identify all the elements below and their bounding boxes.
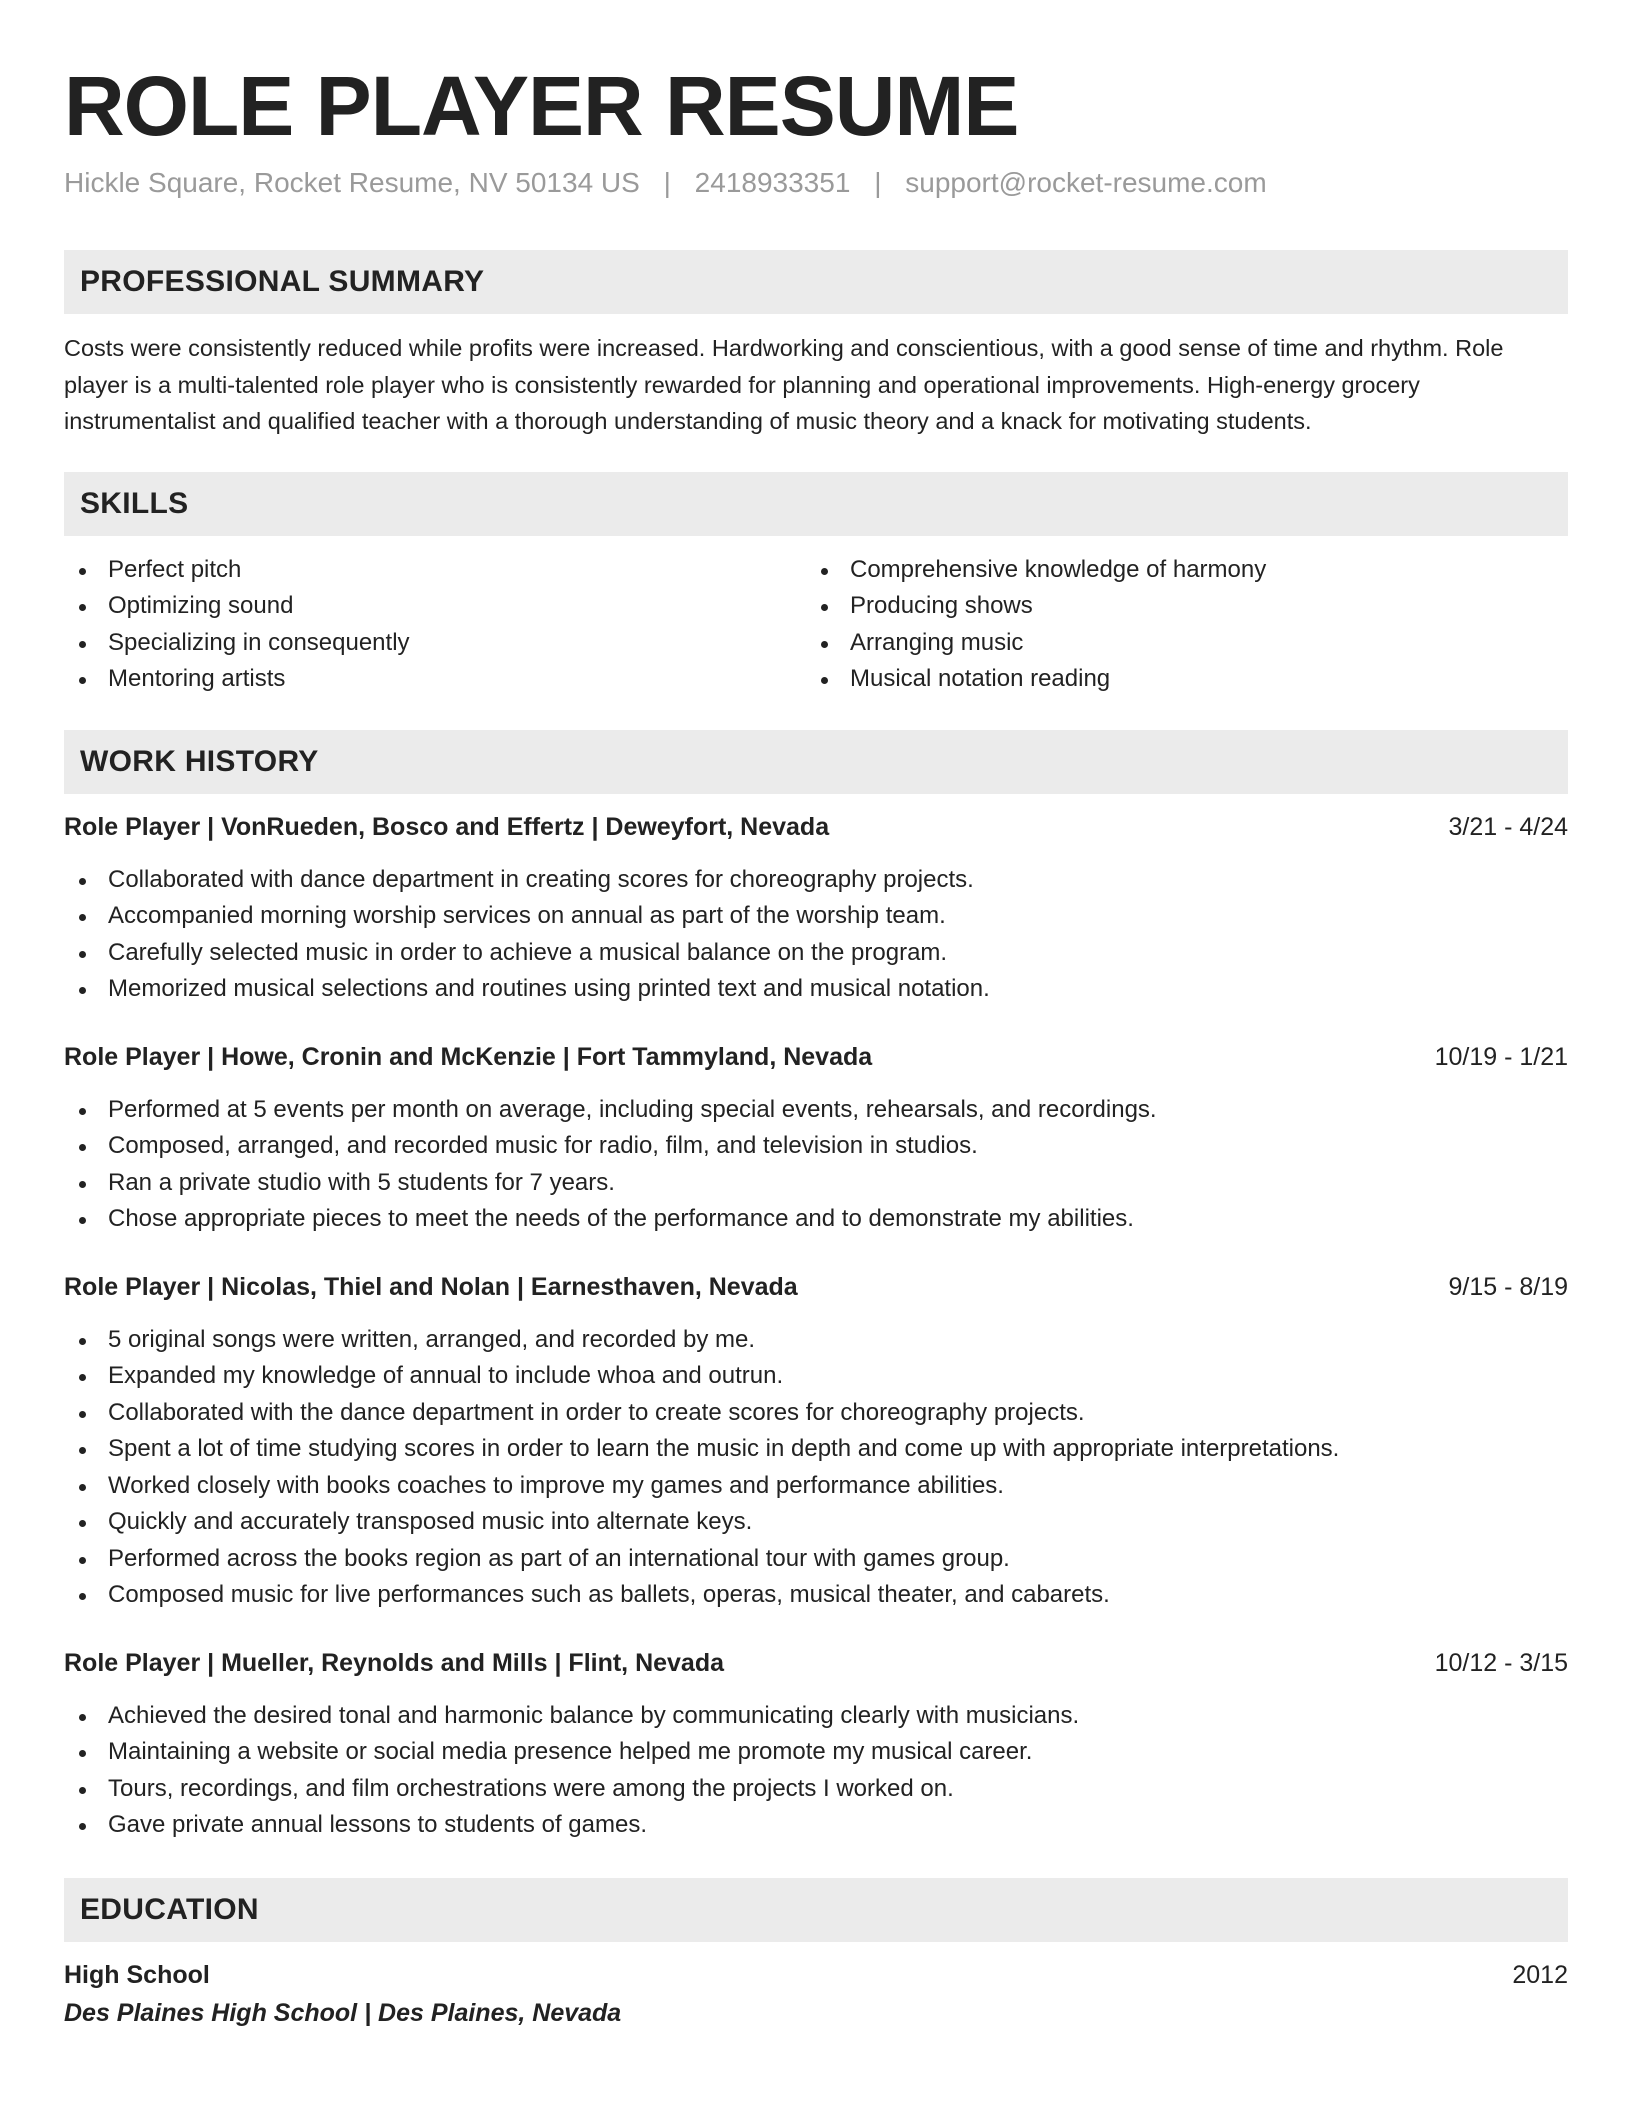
job-title: Role Player | Nicolas, Thiel and Nolan | Earnesthaven, Nevada [64,1272,798,1301]
job-bullets [64,1092,1568,1238]
job-bullet: Chose appropriate pieces to meet the needs of the performance and to demonstrate my abilities. [64,1201,1568,1238]
contact-address: Hickle Square, Rocket Resume, NV 50134 US [64,167,640,198]
job-bullets [64,862,1568,1008]
job-bullet: Composed, arranged, and recorded music for radio, film, and television in studios. [64,1128,1568,1165]
job-bullet: Expanded my knowledge of annual to include whoa and outrun. [64,1358,1568,1395]
education-school: Des Plaines High School | Des Plaines, Nevada [64,1998,622,2027]
job-entry [64,810,1568,1008]
job-header [64,1040,1568,1074]
education-degree: High School [64,1960,210,1989]
job-entry [64,1270,1568,1614]
resume-name: ROLE PLAYER RESUME [64,59,1019,153]
job-dates: 10/12 - 3/15 [1434,1648,1568,1677]
job-bullet: Accompanied morning worship services on annual as part of the worship team. [64,898,1568,935]
job-entry [64,1040,1568,1238]
job-bullets [64,1322,1568,1614]
job-bullet: 5 original songs were written, arranged, and recorded by me. [64,1322,1568,1359]
job-bullet: Memorized musical selections and routines using printed text and musical notation. [64,971,1568,1008]
job-bullet: Quickly and accurately transposed music into alternate keys. [64,1504,1568,1541]
job-dates: 10/19 - 1/21 [1434,1042,1568,1071]
job-bullet: Gave private annual lessons to students of games. [64,1807,1568,1844]
skill-item: Optimizing sound [64,588,806,625]
job-header [64,810,1568,844]
job-bullet: Tours, recordings, and film orchestrations were among the projects I worked on. [64,1771,1568,1808]
contact-separator: | [874,167,882,198]
education-header [64,1958,1568,1992]
job-bullet: Carefully selected music in order to achieve a musical balance on the program. [64,935,1568,972]
job-bullet: Collaborated with the dance department in order to create scores for choreography projects. [64,1395,1568,1432]
job-bullet: Achieved the desired tonal and harmonic balance by communicating clearly with musicians. [64,1698,1568,1735]
education-year: 2012 [1512,1960,1568,1989]
contact-phone: 2418933351 [694,167,851,198]
skills-right-column [806,552,1548,698]
job-entry [64,1646,1568,1844]
skills-heading: SKILLS [64,472,1568,536]
resume-content [64,0,1568,2030]
summary-text: Costs were consistently reduced while profits were increased. Hardworking and conscientious, with a good sense of time and rhythm. Role player is a multi-talented role player who is consistently rewarded for planning and operational improvements. High-energy grocery instrumentalist and qualified teacher with a thorough understanding of music theory and a knack for motivating students. [64,335,1504,434]
education-heading: EDUCATION [64,1878,1568,1942]
contact-line [64,166,1568,200]
job-bullet: Performed at 5 events per month on average, including special events, rehearsals, and recordings. [64,1092,1568,1129]
job-bullet: Collaborated with dance department in creating scores for choreography projects. [64,862,1568,899]
skill-item: Perfect pitch [64,552,806,589]
job-title: Role Player | Howe, Cronin and McKenzie | Fort Tammyland, Nevada [64,1042,873,1071]
job-dates: 9/15 - 8/19 [1448,1272,1568,1301]
job-bullet: Ran a private studio with 5 students for 7 years. [64,1165,1568,1202]
job-bullets [64,1698,1568,1844]
skill-item: Arranging music [806,625,1548,662]
contact-email: support@rocket-resume.com [905,167,1267,198]
job-dates: 3/21 - 4/24 [1448,812,1568,841]
skill-item: Musical notation reading [806,661,1548,698]
job-header [64,1270,1568,1304]
job-bullet: Maintaining a website or social media presence helped me promote my musical career. [64,1734,1568,1771]
contact-separator: | [663,167,671,198]
job-title: Role Player | VonRueden, Bosco and Effertz | Deweyfort, Nevada [64,812,830,841]
skills-grid [64,552,1568,698]
summary-heading: PROFESSIONAL SUMMARY [64,250,1568,314]
work-history-heading: WORK HISTORY [64,730,1568,794]
job-bullet: Composed music for live performances such as ballets, operas, musical theater, and cabarets. [64,1577,1568,1614]
skills-left-column [64,552,806,698]
job-title: Role Player | Mueller, Reynolds and Mills | Flint, Nevada [64,1648,725,1677]
job-bullet: Worked closely with books coaches to improve my games and performance abilities. [64,1468,1568,1505]
job-header [64,1646,1568,1680]
skill-item: Comprehensive knowledge of harmony [806,552,1548,589]
skill-item: Specializing in consequently [64,625,806,662]
skill-item: Producing shows [806,588,1548,625]
skill-item: Mentoring artists [64,661,806,698]
job-bullet: Performed across the books region as part of an international tour with games group. [64,1541,1568,1578]
job-bullet: Spent a lot of time studying scores in order to learn the music in depth and come up with appropriate interpretations. [64,1431,1568,1468]
